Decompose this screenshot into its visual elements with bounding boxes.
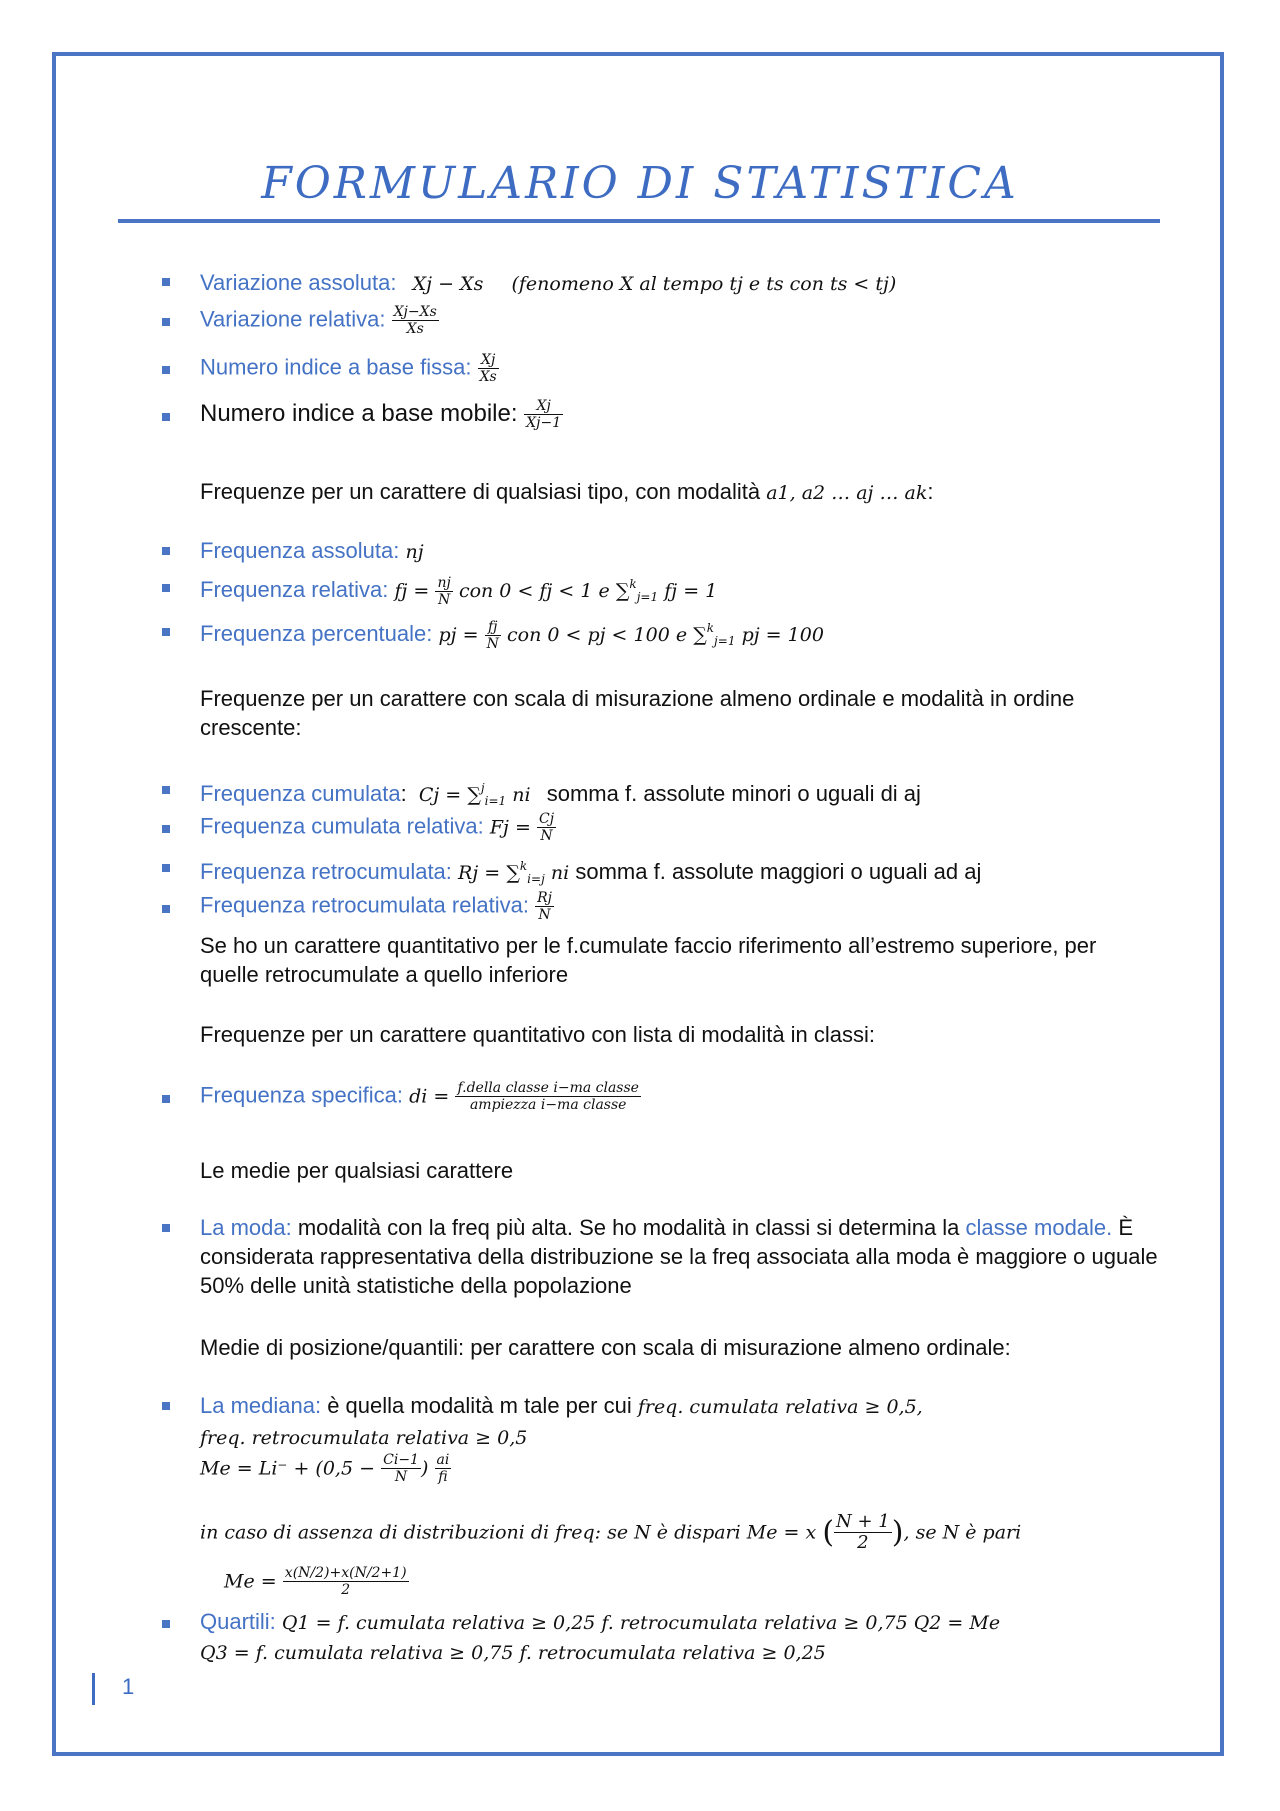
section-intro: Frequenze per un carattere con scala di misurazione almeno ordinale e modalità in ordine crescente: (200, 686, 1075, 740)
bullet-icon (162, 584, 170, 592)
list-item: Frequenza cumulata relativa: Fj = $\frac{Cj}{N}$ (200, 811, 555, 844)
page-number: 1 (122, 1674, 135, 1699)
list-item: Numero indice a base fissa: $\frac{Xj}{Xs}$ (200, 352, 497, 385)
bullet-icon (162, 278, 170, 286)
formula-line: Me = Li⁻ + (0,5 − $\frac{Ci-1}{N}$ ) $\frac{ai}{fi}$ (200, 1452, 450, 1485)
formula-line: Me = $\frac{x(N/2)+x(N/2+1)}{2}$ (224, 1565, 407, 1598)
list-item: La moda: modalità con la freq più alta. Se ho modalità in classi si determina la classe modale. È considerata rappresentativa della distribuzione se la freq associata alla moda è maggiore o uguale 50% delle unità statistiche della popolazione (200, 1215, 1158, 1298)
section-intro: Frequenze per un carattere di qualsiasi tipo, con modalità a1, a2 … aj … ak: (200, 479, 934, 504)
bullet-icon (162, 628, 170, 636)
bullet-icon (162, 1402, 170, 1410)
list-item: Frequenza retrocumulata relativa: $\frac{Rj}{N}$ (200, 890, 552, 923)
bullet-icon (162, 905, 170, 913)
page-title: FORMULARIO DI STATISTICA (261, 158, 1019, 209)
section-intro: Le medie per qualsiasi carattere (200, 1158, 514, 1183)
bullet-icon (162, 1620, 170, 1628)
bullet-icon (162, 318, 170, 326)
list-item: La mediana: è quella modalità m tale per cui freq. cumulata relativa ≥ 0,5, (200, 1393, 923, 1418)
section-intro: Medie di posizione/quantili: per carattere con scala di misurazione almeno ordinale: (200, 1335, 1011, 1360)
list-item: Quartili: Q1 = f. cumulata relativa ≥ 0,25 f. retrocumulata relativa ≥ 0,75 Q2 = Me (200, 1609, 1001, 1634)
bullet-icon (162, 413, 170, 421)
list-item: Frequenza assoluta: nj (200, 538, 424, 563)
formula-line: in caso di assenza di distribuzioni di freq: se N è dispari Me = x ( $\frac{N + 1}{2}$ ), se N è pari (200, 1511, 1022, 1553)
list-item: Frequenza retrocumulata: Rj = ∑$^k_{i=j}$ ni somma f. assolute maggiori o uguali ad aj (200, 859, 982, 886)
list-item: Frequenza relativa: fj = $\frac{nj}{N}$ con 0 < fj < 1 e ∑$^k_{j=1}$ fj = 1 (200, 574, 718, 608)
bullet-icon (162, 547, 170, 555)
title-underline (118, 219, 1160, 223)
note: Se ho un carattere quantitativo per le f.cumulate faccio riferimento all’estremo superiore, per quelle retrocumulate a quello inferiore (200, 933, 1097, 987)
list-item: Frequenza specifica: di = $\frac{\text{f.della classe i−ma classe}}{\text{ampiezza i−ma classe}}$ (200, 1080, 639, 1113)
bullet-icon (162, 1095, 170, 1103)
page-number-bar (92, 1673, 95, 1705)
bullet-icon (162, 786, 170, 794)
bullet-icon (162, 864, 170, 872)
list-item: Frequenza percentuale: pj = $\frac{fj}{N}$ con 0 < pj < 100 e ∑$^k_{j=1}$ pj = 100 (200, 618, 824, 652)
bullet-icon (162, 825, 170, 833)
list-item: Variazione relativa: $\frac{Xj-Xs}{Xs}$ (200, 304, 437, 337)
bullet-icon (162, 366, 170, 374)
list-item: Numero indice a base mobile: $\frac{Xj}{Xj-1}$ (200, 398, 562, 431)
list-item: Variazione assoluta: Xj − Xs (fenomeno X al tempo tj e ts con ts < tj) (200, 270, 897, 295)
section-intro: Frequenze per un carattere quantitativo con lista di modalità in classi: (200, 1022, 876, 1047)
formula-line: freq. retrocumulata relativa ≥ 0,5 (200, 1427, 528, 1449)
list-item: Frequenza cumulata: Cj = ∑$^j_{i=1}$ ni somma f. assolute minori o uguali di aj (200, 781, 921, 808)
formula-line: Q3 = f. cumulata relativa ≥ 0,75 f. retrocumulata relativa ≥ 0,25 (200, 1642, 826, 1664)
bullet-icon (162, 1224, 170, 1232)
